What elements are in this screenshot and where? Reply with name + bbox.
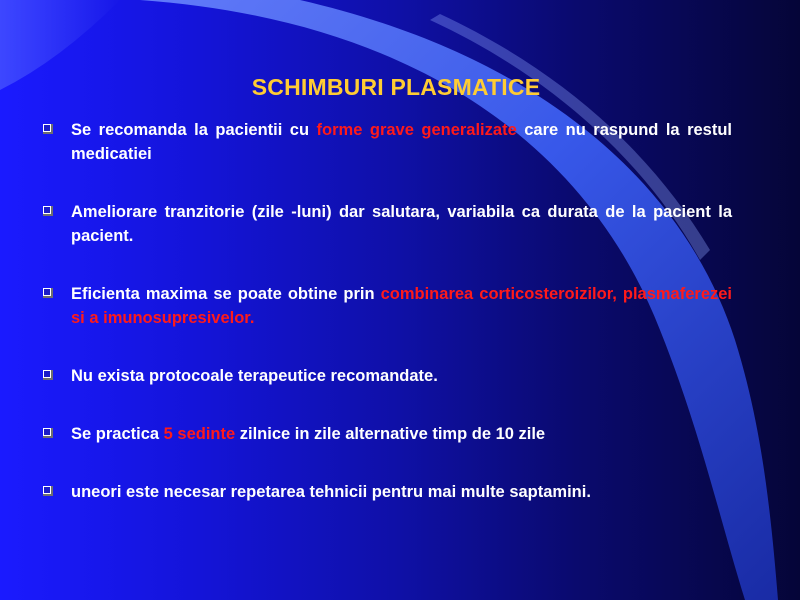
bullet-item [40, 480, 732, 504]
bullet-item [40, 422, 732, 446]
bullet-text: Se recomanda la pacientii cu [71, 121, 317, 139]
bullet-item [40, 118, 732, 166]
bullet-highlight: forme grave generalizate [316, 121, 517, 139]
bullet-item [40, 200, 732, 248]
bullet-list [40, 118, 732, 504]
bullet-item [40, 282, 732, 330]
bullet-text: Nu exista protocoale terapeutice recomandate. [71, 367, 438, 385]
bullet-highlight: 5 sedinte [163, 425, 236, 443]
bullet-text: zilnice in zile alternative timp de 10 zile [235, 425, 546, 443]
bullet-text: care nu raspund la restul medicatiei [71, 121, 733, 163]
square-bullet-icon [43, 486, 53, 496]
bullet-highlight: combinarea corticosteroizilor, plasmaferezei si a imunosupresivelor. [71, 285, 733, 327]
square-bullet-icon [43, 124, 53, 134]
square-bullet-icon [43, 370, 53, 380]
square-bullet-icon [43, 428, 53, 438]
bullet-text: uneori este necesar repetarea tehnicii pentru mai multe saptamini. [71, 483, 591, 501]
bullet-text: Eficienta maxima se poate obtine prin [71, 285, 381, 303]
bullet-text: Se practica [71, 425, 164, 443]
bullet-text: Ameliorare tranzitorie (zile -luni) dar salutara, variabila ca durata de la pacient la pacient. [71, 203, 732, 245]
square-bullet-icon [43, 206, 53, 216]
square-bullet-icon [43, 288, 53, 298]
bullet-item [40, 364, 732, 388]
slide-title: SCHIMBURI PLASMATICE [251, 74, 541, 100]
